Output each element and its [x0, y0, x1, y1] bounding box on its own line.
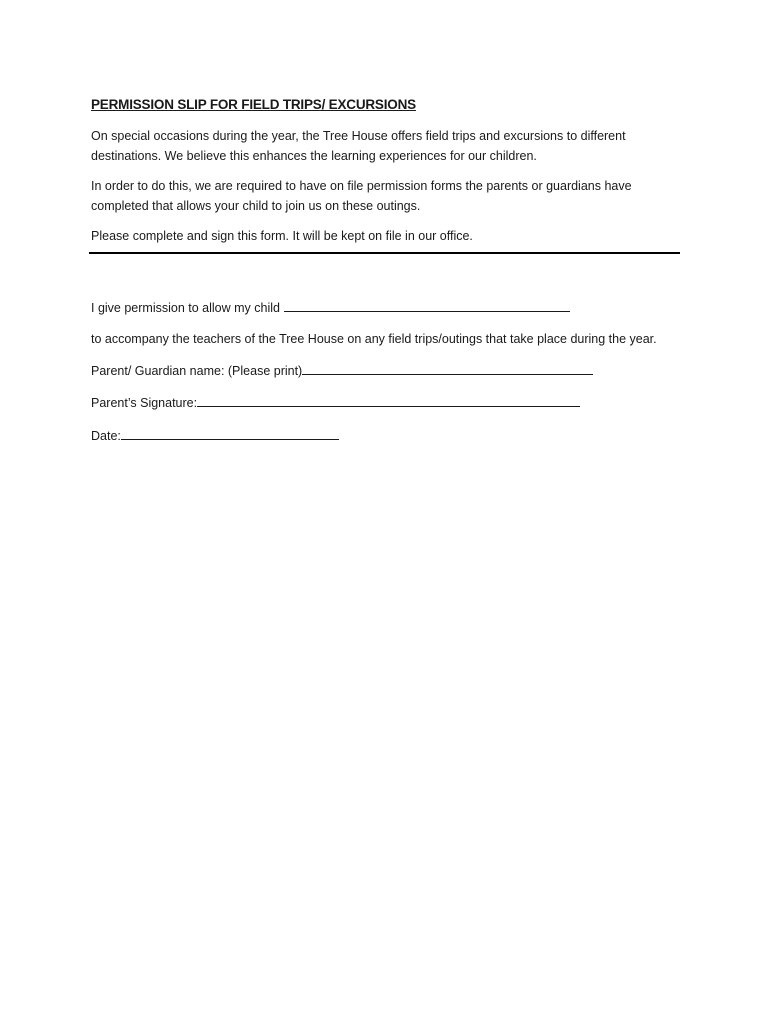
child-permission-row: [91, 298, 681, 319]
child-name-field[interactable]: [284, 298, 570, 312]
accompany-text: to accompany the teachers of the Tree House on any field trips/outings that take place during the year.: [91, 332, 657, 346]
document-content: [91, 95, 681, 458]
signature-row: [91, 393, 681, 414]
requirement-paragraph: In order to do this, we are required to have on file permission forms the parents or guardians have completed that allows your child to join us on these outings.: [91, 179, 632, 213]
section-divider: [89, 252, 680, 254]
guardian-name-row: [91, 361, 681, 382]
date-row: [91, 426, 681, 447]
signature-label: Parent’s Signature:: [91, 396, 198, 410]
permission-form: [91, 298, 681, 447]
child-label: I give permission to allow my child: [91, 300, 280, 315]
signature-field[interactable]: [197, 393, 580, 407]
intro-paragraph: On special occasions during the year, the Tree House offers field trips and excursions to different destinations. We believe this enhances the learning experiences for our children.: [91, 129, 626, 163]
guardian-name-field[interactable]: [302, 361, 593, 375]
instruction-paragraph: Please complete and sign this form. It will be kept on file in our office.: [91, 229, 473, 243]
date-label: Date:: [91, 428, 121, 443]
document-title: PERMISSION SLIP FOR FIELD TRIPS/ EXCURSIONS: [91, 97, 416, 112]
date-field[interactable]: [121, 426, 339, 440]
guardian-name-label: Parent/ Guardian name: (Please print): [91, 363, 303, 378]
